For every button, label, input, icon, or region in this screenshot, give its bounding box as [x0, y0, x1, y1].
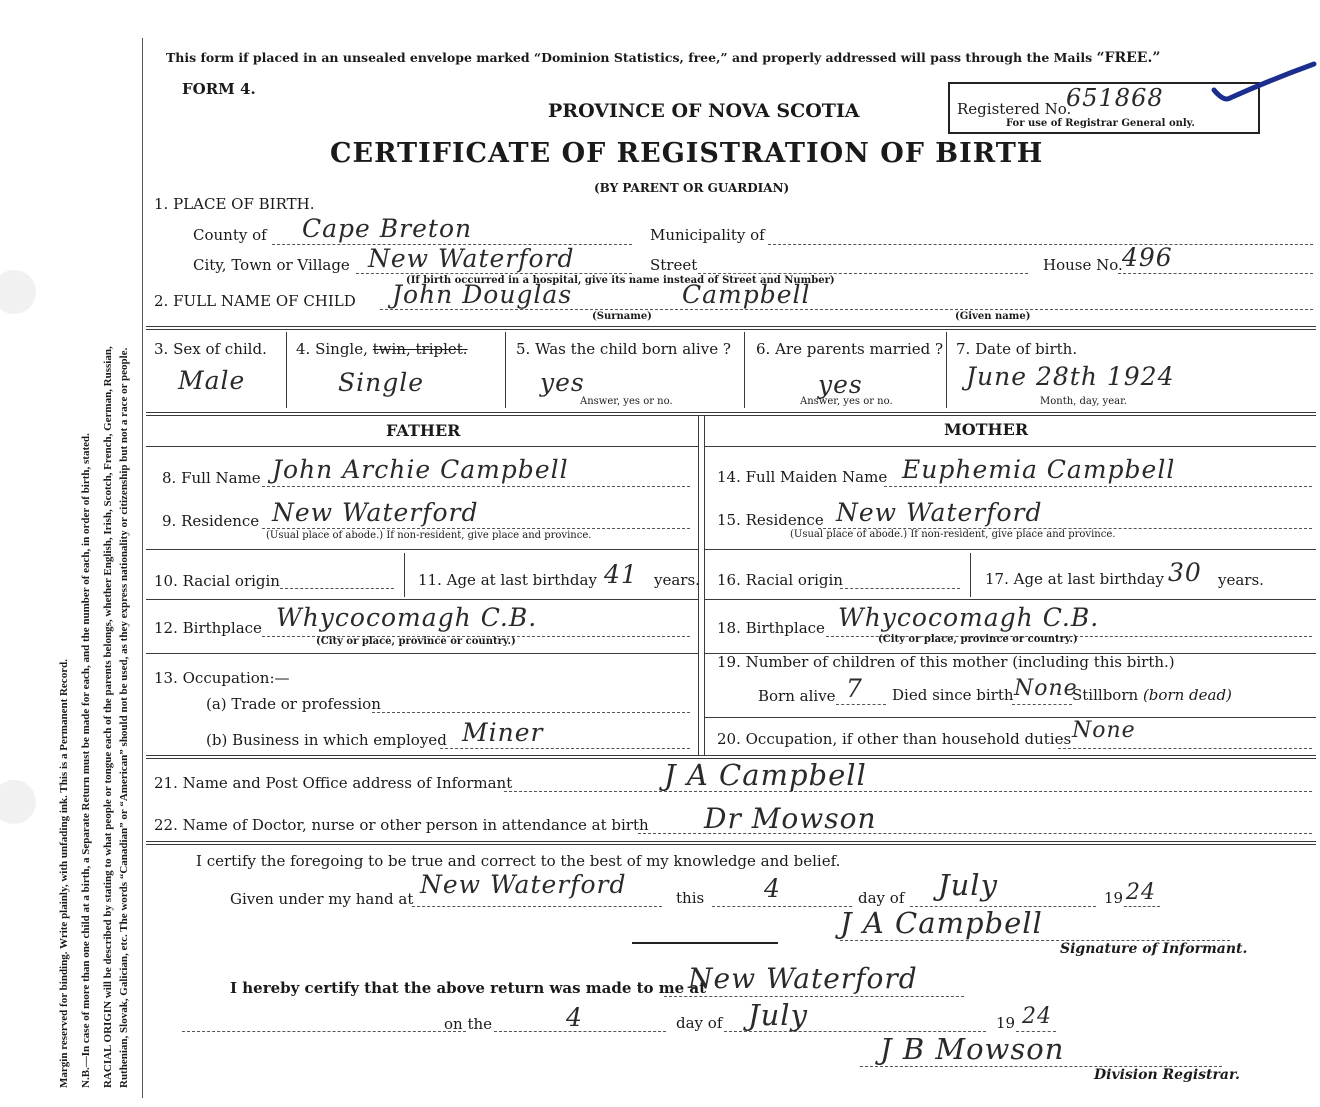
sex-label: 3. Sex of child. — [154, 340, 267, 358]
county-value: Cape Breton — [302, 214, 473, 243]
doctor-label: 22. Name of Doctor, nurse or other person in attendance at birth — [154, 816, 649, 834]
mother-name-value: Euphemia Campbell — [902, 455, 1176, 484]
informant-line — [504, 791, 1312, 792]
father-racial-line — [280, 588, 394, 589]
given-label: Given under my hand at — [230, 890, 414, 908]
mother-heading: MOTHER — [944, 420, 1029, 439]
house-value: 496 — [1122, 243, 1173, 272]
divider-2 — [146, 412, 1316, 416]
row3-sep-2 — [505, 332, 506, 408]
city-line — [356, 273, 632, 274]
alive-label: 5. Was the child born alive ? — [516, 340, 731, 358]
mother-occupation-value: None — [1072, 718, 1136, 743]
on-the-label: on the — [444, 1015, 493, 1033]
margin-note-4: Ruthenian, Slovak, Galician, etc. The words “Canadian” or “American” should not be used, as they express nationality or citizenship but not a race or people. — [118, 347, 130, 1088]
informant-label: 21. Name and Post Office address of Informant — [154, 774, 513, 792]
father-rule-4 — [146, 653, 698, 654]
punch-hole-bottom — [0, 780, 36, 824]
return-place: New Waterford — [688, 962, 918, 995]
mother-age-label: 17. Age at last birthday — [985, 570, 1164, 588]
father-name-label: 8. Full Name — [162, 469, 261, 487]
registrar-signature: J B Mowson — [880, 1032, 1065, 1066]
father-name-line — [262, 486, 690, 487]
informant-value: J A Campbell — [664, 758, 867, 792]
mother-name-line — [884, 486, 1312, 487]
registered-number: 651868 — [1066, 84, 1164, 112]
year-line — [1124, 906, 1160, 907]
municipality-label: Municipality of — [650, 226, 765, 244]
mother-residence-value: New Waterford — [836, 498, 1043, 527]
row3-sep-1 — [286, 332, 287, 408]
return-place-line — [664, 996, 964, 997]
given-line — [412, 906, 662, 907]
place-heading: 1. PLACE OF BIRTH. — [154, 195, 315, 213]
given-month: July — [938, 868, 998, 902]
registrar-only-note: For use of Registrar General only. — [1006, 118, 1195, 129]
given-place: New Waterford — [420, 870, 627, 899]
surname-caption: (Surname) — [592, 311, 652, 322]
father-head-rule — [146, 446, 698, 447]
mother-racial-label: 16. Racial origin — [717, 571, 843, 589]
born-alive-value: 7 — [846, 674, 863, 703]
alive-caption: Answer, yes or no. — [580, 396, 673, 407]
father-rule-3 — [146, 599, 698, 600]
informant-signature: J A Campbell — [840, 906, 1043, 940]
date-value: June 28th 1924 — [966, 362, 1175, 391]
city-value: New Waterford — [368, 244, 575, 273]
margin-note-2: N.B.—In case of more than one child at a birth, a Separate Return must be made for each, and the number of each, in order of birth, stated. — [80, 433, 92, 1088]
county-label: County of — [193, 226, 267, 244]
registrar-caption: Division Registrar. — [1094, 1067, 1240, 1083]
mother-racial-line — [840, 588, 960, 589]
mother-age-sep — [970, 553, 971, 597]
father-age-years: years. — [654, 571, 700, 589]
father-residence-label: 9. Residence — [162, 512, 260, 530]
stillborn-label: Stillborn (born dead) — [1072, 686, 1232, 704]
mother-occupation-label: 20. Occupation, if other than household duties — [717, 730, 1072, 748]
mother-birthplace-label: 18. Birthplace — [717, 619, 825, 637]
children-label: 19. Number of children of this mother (including this birth.) — [717, 653, 1175, 671]
mother-name-label: 14. Full Maiden Name — [717, 468, 888, 486]
father-birthplace-value: Whycocomagh C.B. — [276, 603, 538, 632]
trade-line — [372, 712, 690, 713]
row3-sep-3 — [744, 332, 745, 408]
child-name-line — [380, 309, 1313, 310]
mother-rule-5 — [704, 717, 1316, 718]
doctor-value: Dr Mowson — [704, 802, 877, 835]
father-age-value: 41 — [604, 560, 638, 589]
mother-head-rule — [704, 446, 1316, 447]
married-value: yes — [818, 370, 863, 399]
return-month: July — [748, 998, 808, 1032]
father-name-value: John Archie Campbell — [272, 455, 569, 484]
given-caption: (Given name) — [955, 311, 1031, 322]
divider-4 — [146, 841, 1316, 845]
born-alive-label: Born alive — [758, 687, 836, 705]
married-label: 6. Are parents married ? — [756, 340, 944, 358]
business-line — [440, 748, 690, 749]
died-value: None — [1014, 676, 1078, 701]
street-label: Street — [650, 256, 698, 274]
center-divider-b — [704, 416, 705, 756]
father-age-sep — [404, 553, 405, 597]
father-residence-value: New Waterford — [272, 498, 479, 527]
died-label: Died since birth — [892, 686, 1014, 704]
check-mark-icon — [1210, 58, 1320, 108]
trade-label: (a) Trade or profession — [206, 695, 381, 713]
father-birthplace-label: 12. Birthplace — [154, 619, 262, 637]
signature-rule-left — [632, 942, 778, 944]
registered-label: Registered No. — [957, 100, 1072, 118]
form-number: FORM 4. — [182, 80, 256, 98]
mother-residence-label: 15. Residence — [717, 511, 824, 529]
given-year: 24 — [1126, 880, 1156, 905]
return-year-prefix: 19 — [996, 1014, 1016, 1032]
mother-residence-caption: (Usual place of abode.) If non-resident, give place and province. — [790, 529, 1116, 540]
year-prefix: 19 — [1104, 889, 1124, 907]
margin-note-3: RACIAL ORIGIN will be described by stating to what people or tongue each of the parents belongs, whether English, Irish, Scotch, French, German, Russian, — [102, 346, 114, 1088]
date-caption: Month, day, year. — [1040, 396, 1127, 407]
mother-rule-3 — [704, 599, 1316, 600]
day-of-label: day of — [858, 889, 905, 907]
father-rule-2 — [146, 549, 698, 550]
child-name-label: 2. FULL NAME OF CHILD — [154, 292, 356, 310]
father-racial-label: 10. Racial origin — [154, 572, 280, 590]
this-label: this — [676, 889, 705, 907]
mail-notice: This form if placed in an unsealed envelope marked “Dominion Statistics, free,” and properly addressed will pass through the Mails “FREE.” — [166, 50, 1161, 66]
died-line — [1012, 704, 1072, 705]
mother-birthplace-value: Whycocomagh C.B. — [838, 603, 1100, 632]
born-alive-line — [836, 704, 886, 705]
mother-rule-2 — [704, 549, 1316, 550]
father-heading: FATHER — [386, 421, 461, 440]
certificate-subtitle: (BY PARENT OR GUARDIAN) — [594, 181, 790, 195]
child-given-value: John Douglas — [392, 280, 573, 309]
father-residence-caption: (Usual place of abode.) If non-resident, give place and province. — [266, 530, 592, 541]
day-line — [712, 906, 852, 907]
informant-signature-caption: Signature of Informant. — [1060, 941, 1248, 957]
certify-statement: I certify the foregoing to be true and correct to the best of my knowledge and belief. — [196, 852, 841, 870]
return-lead-line — [182, 1031, 466, 1032]
child-surname-value: Campbell — [682, 280, 811, 309]
punch-hole-top — [0, 270, 36, 314]
occupation-label: 13. Occupation:— — [154, 669, 290, 687]
return-label: I hereby certify that the above return was made to me at — [230, 979, 707, 997]
divider-1 — [146, 326, 1316, 330]
given-day: 4 — [764, 874, 781, 903]
house-line — [1118, 273, 1313, 274]
single-value: Single — [338, 368, 425, 397]
father-residence-line — [262, 528, 690, 529]
return-day-of-label: day of — [676, 1014, 723, 1032]
sex-value: Male — [178, 366, 246, 395]
province-heading: PROVINCE OF NOVA SCOTIA — [548, 100, 860, 122]
return-year: 24 — [1022, 1004, 1052, 1029]
mother-occupation-line — [1058, 748, 1312, 749]
binding-line — [142, 38, 143, 1098]
street-line — [698, 273, 1028, 274]
municipality-line — [768, 244, 1313, 245]
city-label: City, Town or Village — [193, 256, 350, 274]
mother-age-years: years. — [1218, 571, 1264, 589]
single-label: 4. Single, twin, triplet. — [296, 340, 468, 358]
margin-note-1: Margin reserved for binding. Write plainly, with unfading ink. This is a Permanent Record. — [58, 659, 70, 1088]
married-caption: Answer, yes or no. — [800, 396, 893, 407]
father-birthplace-caption: (City or place, province or country.) — [316, 636, 516, 647]
alive-value: yes — [540, 368, 585, 397]
business-value: Miner — [462, 718, 544, 747]
hospital-note: (If birth occurred in a hospital, give its name instead of Street and Number) — [406, 275, 835, 286]
row3-sep-4 — [946, 332, 947, 408]
mother-birthplace-caption: (City or place, province or country.) — [878, 634, 1078, 645]
father-age-label: 11. Age at last birthday — [418, 571, 597, 589]
certificate-title: CERTIFICATE OF REGISTRATION OF BIRTH — [330, 138, 1044, 169]
house-label: House No. — [1043, 256, 1123, 274]
return-day: 4 — [566, 1003, 583, 1032]
mother-age-value: 30 — [1168, 558, 1202, 587]
business-label: (b) Business in which employed — [206, 731, 447, 749]
date-label: 7. Date of birth. — [956, 340, 1078, 358]
